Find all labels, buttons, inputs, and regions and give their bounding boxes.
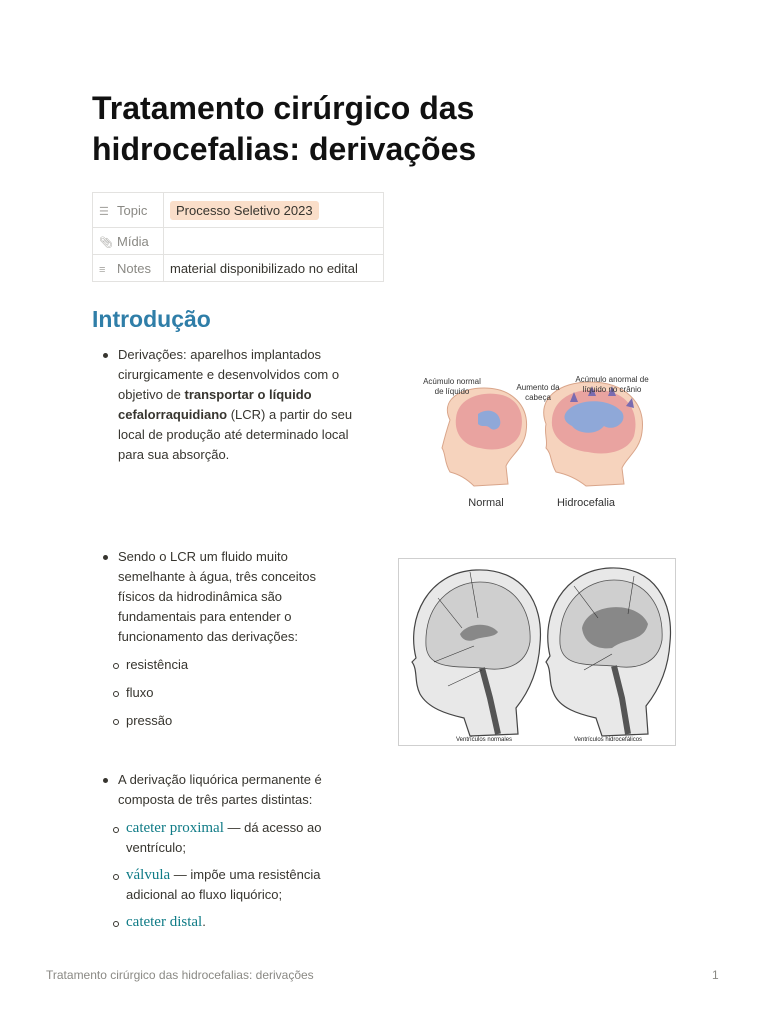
label-head-growth: Aumento da bbox=[516, 383, 560, 392]
media-value-cell[interactable] bbox=[164, 228, 384, 255]
sub-item bbox=[100, 711, 350, 731]
topic-value-cell[interactable] bbox=[164, 193, 384, 228]
sub3-rest: . bbox=[202, 914, 206, 929]
bullet2-text: Sendo o LCR um fluido muito semelhante à água, três conceitos físicos da hidrodinâmica são fundamentais para entender o funcionamento das derivações: bbox=[118, 549, 317, 644]
sub-bullet bbox=[113, 691, 119, 697]
notes-label: Notes bbox=[117, 260, 151, 276]
bullet3-text: A derivação liquórica permanente é composta de três partes distintas: bbox=[118, 772, 322, 807]
sub-bullet bbox=[113, 827, 119, 833]
label-normal-fluid-2: de líquido bbox=[434, 387, 470, 396]
page-number: 1 bbox=[712, 968, 719, 982]
caption-hydrocephalus: Hidrocefalia bbox=[556, 497, 616, 509]
ventricles-diagram bbox=[398, 558, 676, 746]
sub-fluxo: fluxo bbox=[126, 685, 154, 700]
topic-label: Topic bbox=[117, 202, 148, 218]
bullet1-bold: transportar o líquido cefalorraquidiano bbox=[118, 387, 312, 422]
bullet-composicao bbox=[100, 770, 370, 932]
page-title bbox=[92, 88, 652, 170]
paperclip-icon: 📎︎ bbox=[99, 236, 113, 249]
hydrocephalus-illustration bbox=[400, 362, 676, 520]
sub-bullet bbox=[113, 921, 119, 927]
properties-table bbox=[92, 192, 384, 282]
sub1-rest: — dá acesso ao ventrículo; bbox=[126, 820, 322, 855]
notes-value[interactable]: material disponibilizado no edital bbox=[164, 255, 384, 282]
bullet-derivacoes bbox=[100, 345, 372, 465]
sub-item bbox=[100, 683, 350, 703]
bullet1-text-b: (LCR) a partir do seu local de produção até determinado local para sua absorção. bbox=[118, 407, 353, 462]
caption-normal: Normal bbox=[468, 497, 504, 509]
sub-bullet bbox=[113, 663, 119, 669]
caption-hydro-ventricles: Ventrículos hidrocefálicos bbox=[574, 737, 643, 743]
sub-bullet bbox=[113, 719, 119, 725]
sub-item-valvula bbox=[100, 865, 370, 905]
bullet1-text-a: Derivações: aparelhos implantados cirurgicamente e desenvolvidos com o objetivo de bbox=[118, 347, 340, 402]
label-normal-fluid: Acúmulo normal bbox=[423, 377, 481, 386]
label-abnormal-fluid-2: líquido no crânio bbox=[582, 385, 642, 394]
footer-title: Tratamento cirúrgico das hidrocefalias: derivações bbox=[46, 968, 314, 982]
title-line-2: hidrocefalias: derivações bbox=[92, 131, 477, 167]
property-row-topic bbox=[93, 193, 384, 228]
sub-item-cateter-proximal bbox=[100, 818, 370, 858]
title-line-1: Tratamento cirúrgico das bbox=[92, 90, 475, 126]
bullet-hidrodinamica bbox=[100, 547, 350, 731]
list-icon: ☰ bbox=[99, 205, 109, 218]
bullet-dot bbox=[103, 555, 108, 560]
sub-item-cateter-distal bbox=[100, 912, 370, 932]
label-head-growth-2: cabeça bbox=[525, 393, 551, 402]
label-abnormal-fluid: Acúmulo anormal de bbox=[575, 375, 649, 384]
bullet-dot bbox=[103, 778, 108, 783]
property-row-notes bbox=[93, 255, 384, 282]
sub-bullet bbox=[113, 874, 119, 880]
term-cateter-distal: cateter distal bbox=[126, 914, 203, 930]
text-lines-icon: ≡ bbox=[99, 263, 106, 276]
sub2-rest: — impõe uma resistência adicional ao fluxo liquórico; bbox=[126, 867, 321, 902]
property-row-media bbox=[93, 228, 384, 255]
caption-normal-ventricles: Ventrículos normales bbox=[456, 737, 513, 743]
sub-resistencia: resistência bbox=[126, 657, 189, 672]
sub-pressao: pressão bbox=[126, 713, 173, 728]
term-cateter-proximal: cateter proximal bbox=[126, 820, 224, 836]
media-label: Mídia bbox=[117, 233, 149, 249]
term-valvula: válvula bbox=[126, 867, 171, 883]
sub-item bbox=[100, 655, 350, 675]
topic-tag[interactable]: Processo Seletivo 2023 bbox=[170, 201, 319, 220]
bullet-dot bbox=[103, 353, 108, 358]
section-heading: Introdução bbox=[92, 306, 211, 332]
